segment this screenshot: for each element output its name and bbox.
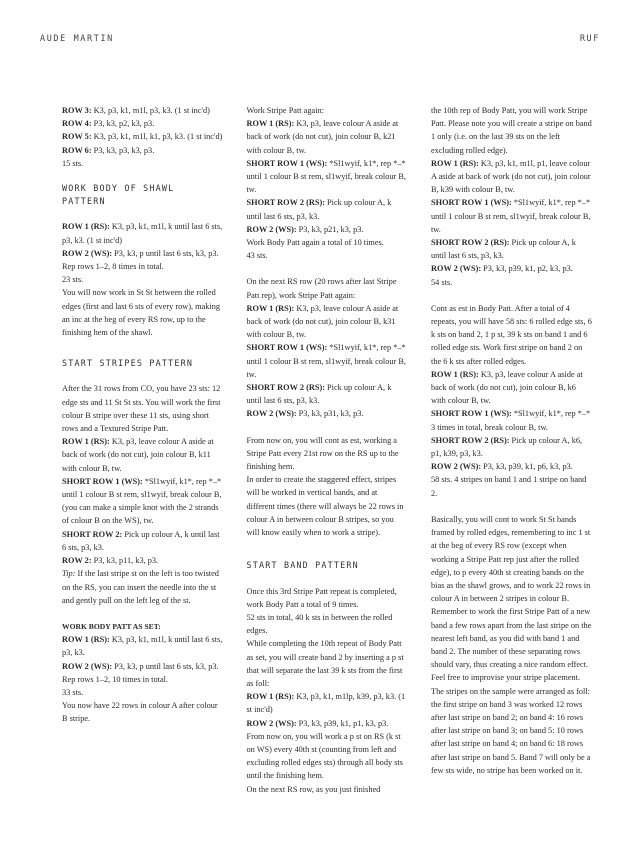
instruction-row: SHORT ROW 1 (WS): *Sl1wyif, k1*, rep *–* until 1 colour B st rem, sl1wyif, break colour B, tw. — [246, 158, 406, 195]
instruction-row: ROW 1 (RS): K3, p3, leave colour A aside at back of work (do not cut), join colour B, k31 with colour B, tw. — [246, 303, 399, 340]
instruction-text: Work Stripe Patt again: — [246, 106, 324, 115]
instruction-row: SHORT ROW 1 (WS): *Sl1wyif, k1*, rep *–* until 1 colour B st rem, sl1wyif, break colour B, tw. — [246, 343, 406, 379]
instruction-text: From now on, you will work a p st on RS (k st on WS) every 40th st (counting from left and excluding rolled edges sts) through all body sts until the finishing hem. — [246, 731, 403, 781]
stitch-count: 33 sts. — [62, 687, 84, 697]
instruction-text: You will now work in St St between the rolled edges (first and last 6 sts of every row), making an inc at the beg of every RS row, up to the finishing hem of the shawl. — [62, 288, 221, 338]
instruction-row: ROW 1 (RS): K3, p3, leave colour A aside at back of work (do not cut), join colour B, k11 with colour B, tw. — [62, 437, 214, 473]
tip-text: Tip: If the last stripe st on the left is too twisted on the RS, you can insert the needle into the st and gently pull on the left leg of the st. — [62, 569, 219, 605]
stitch-count: 58 sts. 4 stripes on band 1 and 1 stripe on band 2. — [431, 475, 587, 498]
instruction-text: 52 sts in total, 40 k sts in between the rolled edges. — [246, 612, 393, 636]
instruction-text: Remember to work the first Stripe Patt of a new band a few rows apart from the last stripe on the nearest left band, as you did with band 1 and band 2. The number of these separating rows should vary, thus creating a nice random effect. Feel free to improvise your stripe placement. — [431, 607, 592, 683]
column-3 — [431, 104, 592, 796]
instruction-row: ROW 1 (RS): K3, p3, k1, m1l, p1, leave colour A aside at back of work (do not cut), join colour B, k39 with colour B, tw. — [431, 158, 591, 195]
stitch-count: 23 sts. — [62, 275, 84, 285]
instruction-text: From now on, you will cont as est, working a Stripe Patt every 21st row on the RS up to the finishing hem. — [246, 435, 399, 472]
instruction-row: ROW 2 (WS): P3, k3, p39, k1, p1, k3, p3. — [246, 718, 389, 728]
instruction-row: SHORT ROW 2 (RS): Pick up colour A, k until last 6 sts, p3, k3. — [431, 238, 576, 261]
text-columns — [62, 104, 592, 796]
instruction-text: Basically, you will cont to work St St bands framed by rolled edges, remembering to inc 1 st at the beg of every RS row (except when working a Stripe Patt rep just after the rolled edge), to p every 40th st creating bands on the bias as the shawl grows, and to work 22 rows in colour A in between 2 stripes in colour B. — [431, 514, 591, 604]
instruction-row: ROW 1 (RS): K3, p3, leave colour A aside at back of work (do not cut), join colour B, k21 with colour B, tw. — [246, 119, 399, 155]
instruction-text: The stripes on the sample were arranged as foll: the first stripe on band 3 was worked 12 rows after last stripe on band 2; on band 4: 16 rows after last stripe on band 3; on band 5: 10 rows after last stripe on band 4; on band 6: 18 rows after last stripe on band 5. Band 7 will only be a few sts wide, no stripe has been worked on it. — [431, 686, 591, 775]
instruction-text: While completing the 10th repeat of Body Patt as set, you will create band 2 by inserting a p st that will separate the last 39 k sts from the first as foll: — [246, 639, 404, 688]
instruction-text: After the 31 rows from CO, you have 23 sts: 12 edge sts and 11 St St sts. You will work the first colour B stripe over these 11 sts, using short rows and a Textured Stripe Patt. — [62, 384, 221, 434]
instruction-row: ROW 1 (RS): K3, p3, k1, m1l, k until last 6 sts, p3, k3. (1 st inc'd) — [62, 222, 223, 245]
instruction-row: ROW 2 (WS): P3, k3, p39, k1, p2, k3, p3. — [431, 264, 573, 274]
column-1 — [62, 104, 223, 796]
section-heading-band: START BAND PATTERN — [246, 560, 359, 571]
instruction-row: ROW 4: P3, k3, p2, k3, p3. — [62, 119, 155, 129]
instruction-row: ROW 2 (WS): P3, k3, p39, k1, p6, k3, p3. — [431, 462, 573, 472]
instruction-text: Rep rows 1–2, 8 times in total. — [62, 262, 164, 272]
instruction-row: ROW 6: P3, k3, p3, k3, p3. — [62, 145, 155, 155]
instruction-text: On the next RS row (20 rows after last Stripe Patt rep), work Stripe Patt again: — [246, 277, 397, 300]
instruction-row: ROW 5: K3, p3, k1, m1l, k1, p3, k3. (1 st inc'd) — [62, 132, 223, 142]
instruction-row: ROW 2: P3, k3, p11, k3, p3. — [62, 556, 159, 566]
instruction-row: SHORT ROW 2 (RS): Pick up colour A, k until last 6 sts, p3, k3. — [246, 198, 392, 221]
instruction-row: SHORT ROW 1 (WS): *Sl1wyif, k1*, rep *–* until 1 colour B st rem, sl1wyif, break colour B, tw. — [431, 198, 591, 234]
instruction-row: ROW 1 (RS): K3, p3, k1, m1l, k until last 6 sts, p3, k3. — [62, 635, 223, 658]
page-header — [40, 34, 600, 44]
instruction-text: Once this 3rd Stripe Patt repeat is completed, work Body Patt a total of 9 times. — [246, 586, 397, 609]
author-name: AUDE MARTIN — [40, 34, 114, 44]
pattern-title: RUF — [579, 34, 600, 44]
instruction-row: SHORT ROW 1 (WS): *Sl1wyif, k1*, rep *–* 3 times in total, break colour B, tw. — [431, 409, 591, 432]
section-heading-stripes: START STRIPES PATTERN — [62, 358, 194, 369]
instruction-text: Rep rows 1–2, 10 times in total. — [62, 674, 169, 684]
instruction-text: Cont as est in Body Patt. After a total of 4 repeats, you will have 58 sts: 6 rolled edge sts, 6 k sts on band 2, 1 p st, 39 k sts on band 1 and 6 rolled edge sts. Work first stripe on band 2 on the 6 k sts after rolled edges. — [431, 303, 592, 366]
instruction-text: On the next RS row, as you just finished — [246, 784, 381, 794]
instruction-row: ROW 3: K3, p3, k1, m1l, p3, k3. (1 st inc'd) — [62, 106, 210, 115]
stitch-count: 43 sts. — [246, 251, 268, 261]
instruction-text: In order to create the staggered effect, stripes will be worked in vertical bands, and at different times (there will always be 22 rows in colour A in between colour B stripes, so you will know easily when to work a stripe). — [246, 475, 404, 538]
instruction-row: SHORT ROW 1 (WS): *Sl1wyif, k1*, rep *–* until 1 colour B st rem, sl1wyif, break colour B, (you can make a simple knot with the 2 strands of colour B on the WS), tw. — [62, 476, 222, 526]
instruction-row: SHORT ROW 2 (RS): Pick up colour A, k until last 6 sts, p3, k3. — [246, 383, 392, 406]
column-2 — [247, 104, 408, 796]
instruction-row: ROW 1 (RS): K3, p3, k1, m1lp, k39, p3, k3. (1 st inc'd) — [246, 692, 406, 715]
subheading-body-patt: WORK BODY PATT AS SET: — [62, 621, 161, 631]
instruction-row: SHORT ROW 2 (RS): Pick up colour A, k6, p1, k39, p3, k3. — [431, 435, 583, 459]
stitch-count: 54 sts. — [431, 277, 453, 287]
instruction-row: ROW 1 (RS): K3, p3, leave colour A aside at back of work (do not cut), join colour B, k6 with colour B, tw. — [431, 369, 583, 406]
instruction-row: ROW 2 (WS): P3, k3, p until last 6 sts, k3, p3. — [62, 248, 219, 258]
stitch-count: 15 sts. — [62, 158, 84, 168]
instruction-text: the 10th rep of Body Patt, you will work Stripe Patt. Please note you will create a stripe on band 1 only (i.e. on the last 39 sts on the left excluding rolled edge). — [431, 106, 592, 155]
instruction-text: You now have 22 rows in colour A after colour B stripe. — [62, 701, 218, 724]
instruction-text: Work Body Patt again a total of 10 times. — [246, 238, 384, 248]
instruction-row: ROW 2 (WS): P3, k3, p31, k3, p3. — [246, 409, 364, 419]
instruction-row: ROW 2 (WS): P3, k3, p21, k3, p3. — [246, 224, 364, 234]
instruction-row: ROW 2 (WS): P3, k3, p until last 6 sts, k3, p3. — [62, 661, 219, 671]
section-heading-body: WORK BODY OF SHAWL PATTERN — [62, 183, 175, 207]
instruction-row: SHORT ROW 2: Pick up colour A, k until last 6 sts, p3, k3. — [62, 529, 220, 552]
